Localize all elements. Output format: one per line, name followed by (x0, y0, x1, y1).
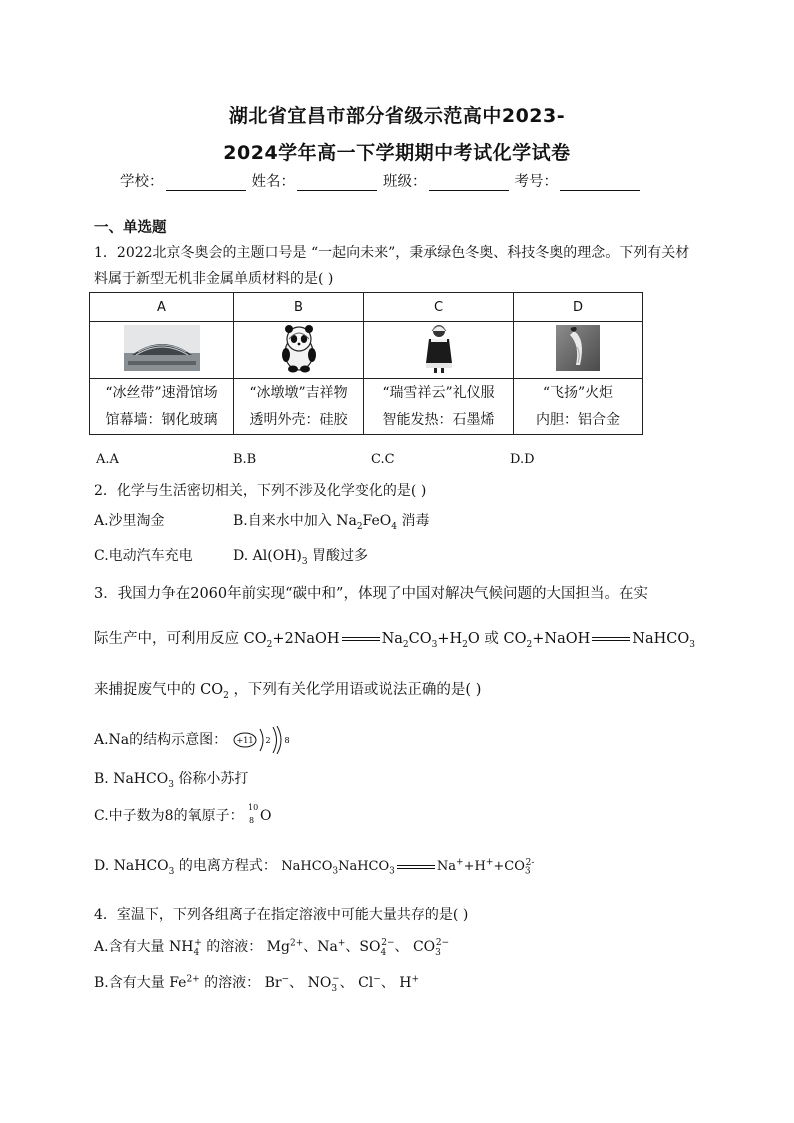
q3-choice-b-text: 俗称小苏打 (178, 771, 249, 787)
q3-choice-a-text: A.Na的结构示意图： (94, 732, 228, 748)
q1-choice-a[interactable]: A.A (96, 452, 119, 467)
class-label: 班级： (383, 174, 427, 190)
q2-choice-d[interactable] (233, 545, 368, 565)
q3-ionization-equation: NaHCO$_3$NaHCO$_3$ $Na^++H^++CO_3^{2-}$ (281, 857, 535, 877)
q3-choice-c[interactable] (94, 805, 272, 825)
q4-choice-b-mid: 的溶液： (204, 975, 261, 991)
q4-ion-fe2: $Fe^{2+}$ (169, 974, 200, 991)
q3-choice-d-formula: NaHCO$_3$ (113, 858, 175, 877)
oxygen-symbol: O (260, 808, 272, 824)
q1-image-cell-c (364, 322, 514, 379)
q3-stem-line3 (94, 678, 481, 699)
q2-choice-b-pre: B.自来水中加入 (233, 513, 332, 529)
q4-ion-nh4: $NH_4^+$ (169, 938, 202, 958)
q1-option-c-line1: “瑞雪祥云”礼仪服 (382, 384, 495, 401)
student-info-row (120, 170, 680, 191)
q4-choice-a-ions: $Mg^{2+}$、Na+、$SO_4^{2-}$、 $CO_3^{2-}$ (266, 938, 450, 958)
q3-stem-line3-pre: 来捕捉废气中的 (94, 682, 196, 698)
q1-header-b: B (234, 293, 364, 322)
q1-header-d: D (514, 293, 643, 322)
q2-formula-na2feo4: $Na_2FeO_4$ (336, 513, 397, 532)
name-field[interactable] (297, 176, 377, 191)
na-shell1-label: 2 (265, 736, 271, 745)
exam-title-line2: 2024学年高一下学期期中考试化学试卷 (223, 142, 571, 164)
q3-choice-a[interactable] (94, 726, 292, 754)
q1-options-table (89, 292, 643, 435)
q3-choice-b-formula: B. NaHCO$_3$ (94, 771, 174, 790)
q2-choice-d-pre: D. (233, 548, 249, 564)
q1-choice-d[interactable]: D.D (510, 452, 535, 467)
q2-choice-a[interactable]: A.沙里淘金 (94, 513, 165, 529)
na-structure-diagram (232, 726, 292, 754)
q1-option-c-line2: 智能发热：石墨烯 (382, 411, 495, 428)
q2-choice-b[interactable] (233, 510, 429, 530)
q1-option-a-line2: 馆幕墙：钢化玻璃 (105, 411, 218, 428)
q1-header-c: C (364, 293, 514, 322)
q1-image-cell-b (234, 322, 364, 379)
school-label: 学校： (120, 174, 164, 190)
q4-choice-b-pre: B.含有大量 (94, 975, 165, 991)
ice-ribbon-stadium-image (124, 325, 200, 371)
oxygen-isotope-symbol: 10 8 (248, 803, 259, 825)
q2-stem: 2．化学与生活密切相关，下列不涉及化学变化的是( ) (94, 483, 427, 499)
q3-choice-c-text: C.中子数为8的氧原子： (94, 808, 244, 824)
class-field[interactable] (429, 176, 509, 191)
q1-option-b-line1: “冰墩墩”吉祥物 (249, 384, 348, 401)
q3-choice-d[interactable] (94, 855, 534, 875)
na-shell2-label: 8 (284, 736, 290, 745)
q1-stem-line2: 料属于新型无机非金属单质材料的是( ) (94, 271, 334, 287)
q1-image-cell-a (90, 322, 234, 379)
q3-choice-d-pre: D. (94, 858, 110, 874)
q3-stem-line2-mid: 或 (484, 631, 499, 647)
q1-option-c-text (364, 379, 514, 435)
q4-choice-a-mid: 的溶液： (206, 939, 263, 955)
exam-no-label: 考号： (514, 174, 558, 190)
q4-choice-b[interactable] (94, 972, 419, 992)
q1-stem-line1: 1．2022北京冬奥会的主题口号是 “一起向未来”，秉承绿色冬奥、科技冬奥的理念。下列有关材 (94, 245, 690, 261)
q1-choice-c[interactable]: C.C (371, 452, 395, 467)
q3-formula-co2: $CO_2$ (200, 682, 229, 701)
name-label: 姓名： (251, 174, 295, 190)
bing-dwen-dwen-image (277, 323, 321, 373)
q3-stem-line1: 3．我国力争在2060年前实现“碳中和”，体现了中国对解决气候问题的大国担当。在实 (94, 586, 648, 602)
q1-option-d-line2: 内胆：铝合金 (536, 411, 620, 428)
q3-choice-b[interactable] (94, 768, 248, 788)
q1-header-a: A (90, 293, 234, 322)
q3-stem-line3-post: ，下列有关化学用语或说法正确的是( ) (233, 682, 482, 698)
q1-image-cell-d (514, 322, 643, 379)
q2-choice-c[interactable]: C.电动汽车充电 (94, 548, 193, 564)
q4-choice-a-pre: A.含有大量 (94, 939, 165, 955)
exam-title-line1: 湖北省宜昌市部分省级示范高中2023- (228, 105, 566, 127)
q1-option-b-line2: 透明外壳：硅胶 (249, 411, 348, 428)
flying-torch-image (556, 325, 600, 371)
q3-reaction-1: $CO_2+2NaOH$ $Na_2CO_3+H_2O$ (243, 631, 480, 650)
q3-reaction-2: $CO_2+NaOH$ NaHCO$_3$ (503, 631, 695, 650)
q1-option-a-line1: “冰丝带”速滑馆场 (105, 384, 218, 401)
q1-option-b-text (234, 379, 364, 435)
q2-choice-d-post: 胃酸过多 (312, 548, 369, 564)
section-title: 一、单选题 (94, 220, 167, 236)
q4-stem: 4．室温下，下列各组离子在指定溶液中可能大量共存的是( ) (94, 907, 469, 923)
q1-choice-b[interactable]: B.B (233, 452, 257, 467)
q3-stem-line2-pre: 际生产中，可利用反应 (94, 631, 239, 647)
q1-option-a-text (90, 379, 234, 435)
school-field[interactable] (166, 176, 246, 191)
q4-choice-a[interactable] (94, 936, 449, 956)
q4-choice-b-ions: Br−、 $NO_3^-$、 Cl−、 H+ (264, 974, 420, 994)
na-nucleus-label: +11 (236, 736, 254, 745)
ceremony-dress-image (419, 323, 459, 373)
q3-stem-line2 (94, 627, 695, 648)
q3-choice-d-mid: 的电离方程式： (178, 858, 277, 874)
q1-option-d-text (514, 379, 643, 435)
q2-choice-b-post: 消毒 (401, 513, 430, 529)
q1-option-d-line1: “飞扬”火炬 (542, 384, 614, 401)
q2-formula-aloh3: $Al(OH)_3$ (252, 548, 308, 567)
exam-no-field[interactable] (560, 176, 640, 191)
